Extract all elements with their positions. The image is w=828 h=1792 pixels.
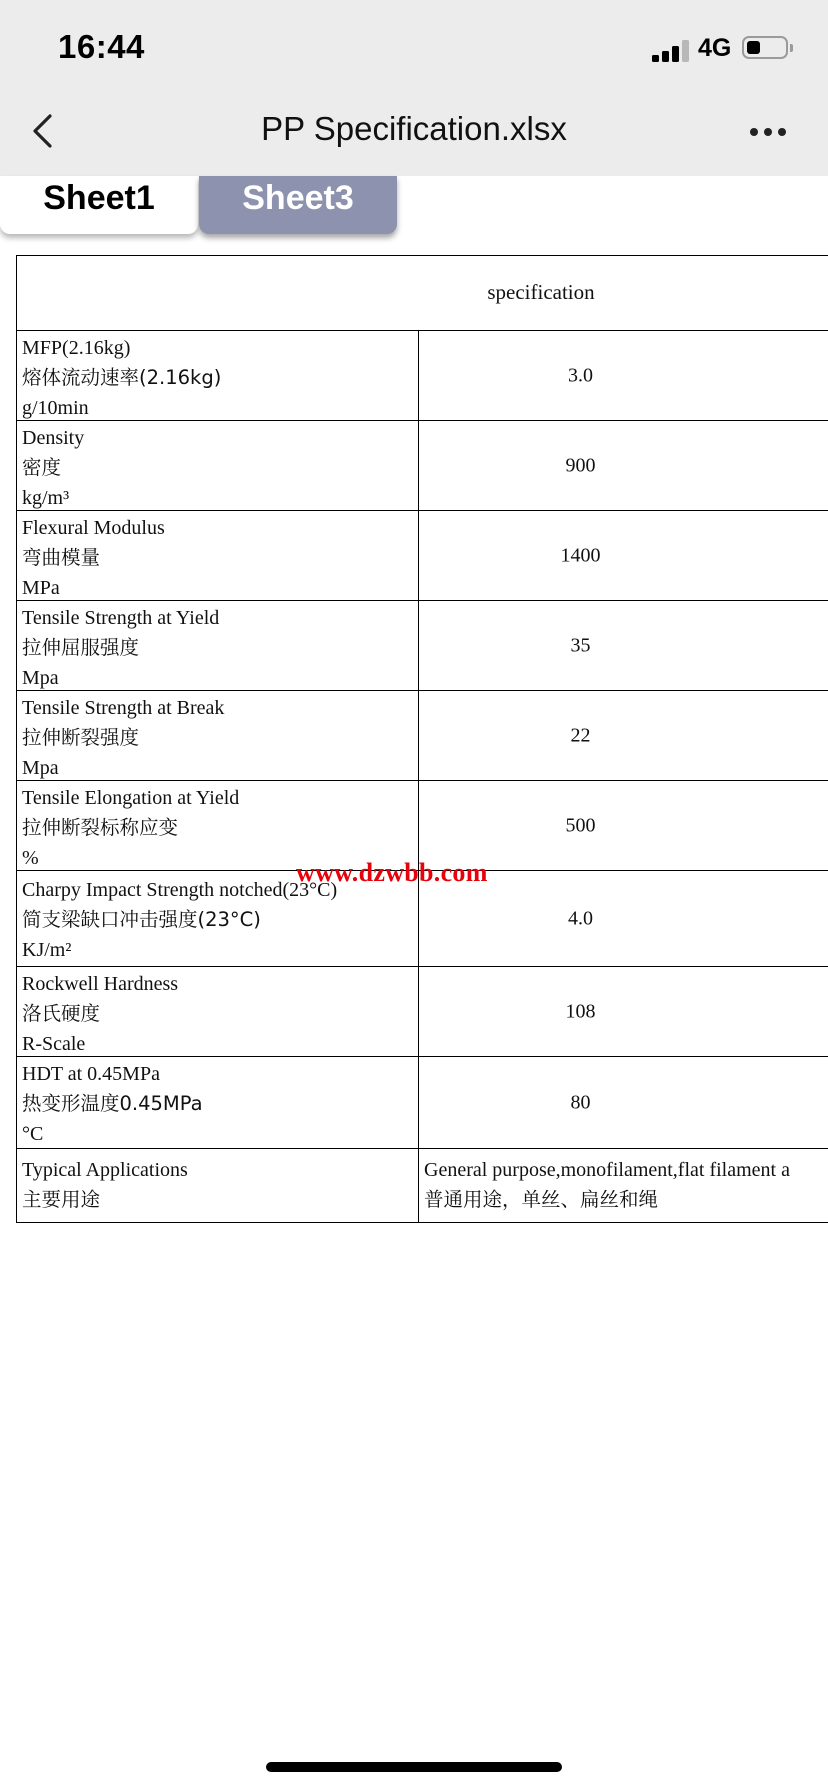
back-button[interactable]	[26, 108, 66, 154]
property-value: 35	[570, 634, 591, 656]
watermark-text: www.dzwbb.com	[296, 858, 488, 887]
property-unit: kg/m³	[22, 487, 70, 509]
ellipsis-icon	[750, 128, 758, 136]
property-unit: MPa	[22, 577, 60, 599]
value-cell[interactable]	[419, 967, 828, 1056]
network-type: 4G	[698, 34, 732, 62]
property-cell[interactable]	[17, 331, 419, 420]
applications-value	[424, 1155, 790, 1215]
value-cell[interactable]	[419, 781, 828, 870]
property-name-cn: 密度	[22, 456, 62, 479]
applications-value-en: General purpose,monofilament,flat filament a	[424, 1159, 790, 1181]
table-row[interactable]	[16, 601, 828, 691]
property-cell[interactable]	[17, 511, 419, 600]
chevron-left-icon	[26, 108, 66, 154]
status-time: 16:44	[58, 28, 145, 65]
property-name-en: Typical Applications	[22, 1159, 188, 1181]
property-value: 22	[570, 724, 591, 746]
property-name-en: Flexural Modulus	[22, 517, 165, 539]
property-value: 3.0	[568, 364, 593, 386]
property-unit: KJ/m²	[22, 939, 72, 961]
property-cell[interactable]	[17, 781, 419, 870]
spreadsheet-grid	[16, 255, 828, 1225]
property-name-cn: 热变形温度0.45MPa	[22, 1092, 203, 1115]
more-options-button[interactable]	[748, 120, 790, 144]
home-indicator[interactable]	[266, 1762, 562, 1772]
property-name-en: Tensile Elongation at Yield	[22, 787, 240, 809]
value-cell[interactable]	[419, 1149, 828, 1222]
property-name-en: Density	[22, 427, 85, 449]
top-bar	[0, 0, 828, 176]
property-name-en: Rockwell Hardness	[22, 973, 179, 995]
table-row[interactable]	[16, 511, 828, 601]
property-unit: Mpa	[22, 757, 59, 779]
battery-icon	[742, 36, 788, 59]
table-header-label: specification	[487, 280, 595, 304]
value-cell[interactable]	[419, 691, 828, 780]
property-cell[interactable]	[17, 691, 419, 780]
property-value: 4.0	[568, 907, 593, 929]
property-cell[interactable]	[17, 967, 419, 1056]
property-value: 900	[565, 454, 596, 476]
table-row[interactable]	[16, 331, 828, 421]
property-name-cn: 弯曲模量	[22, 546, 101, 569]
property-name-cn: 拉伸断裂强度	[22, 726, 140, 749]
property-value: 1400	[560, 544, 601, 566]
property-unit: g/10min	[22, 397, 89, 419]
property-name-cn: 拉伸断裂标称应变	[22, 816, 179, 839]
property-name-en: HDT at 0.45MPa	[22, 1063, 160, 1085]
file-title: PP Specification.xlsx	[261, 110, 567, 147]
table-header-cell[interactable]	[16, 255, 828, 331]
property-name-cn: 拉伸屈服强度	[22, 636, 140, 659]
tab-sheet3[interactable]: Sheet3	[199, 176, 397, 234]
table-row[interactable]	[16, 1149, 828, 1223]
value-cell[interactable]	[419, 331, 828, 420]
value-cell[interactable]	[419, 601, 828, 690]
property-name-cn: 熔体流动速率(2.16kg)	[22, 366, 222, 389]
property-name-en: MFP(2.16kg)	[22, 337, 131, 359]
property-name-cn: 洛氏硬度	[22, 1002, 101, 1025]
property-unit: Mpa	[22, 667, 59, 689]
property-value: 500	[565, 814, 596, 836]
tab-sheet1[interactable]: Sheet1	[0, 176, 198, 234]
property-unit: %	[22, 847, 39, 869]
table-row[interactable]	[16, 691, 828, 781]
signal-bars-icon	[652, 40, 690, 62]
property-cell[interactable]	[17, 1057, 419, 1148]
property-unit: °C	[22, 1123, 44, 1145]
property-cell[interactable]	[17, 601, 419, 690]
property-name-en: Charpy Impact Strength notched(23°C)	[22, 879, 338, 901]
table-row[interactable]	[16, 421, 828, 511]
value-cell[interactable]	[419, 511, 828, 600]
property-name-en: Tensile Strength at Break	[22, 697, 225, 719]
property-value: 80	[570, 1091, 591, 1113]
applications-value-cn: 普通用途，单丝、扁丝和绳	[424, 1188, 659, 1211]
property-name-en: Tensile Strength at Yield	[22, 607, 220, 629]
property-name-cn: 主要用途	[22, 1188, 101, 1211]
property-name-cn: 简支梁缺口冲击强度(23°C)	[22, 908, 261, 931]
value-cell[interactable]	[419, 1057, 828, 1148]
table-row[interactable]	[16, 967, 828, 1057]
table-row[interactable]	[16, 1057, 828, 1149]
property-unit: R-Scale	[22, 1033, 86, 1055]
property-cell[interactable]	[17, 1149, 419, 1222]
value-cell[interactable]	[419, 421, 828, 510]
property-value: 108	[565, 1000, 596, 1022]
property-cell[interactable]	[17, 421, 419, 510]
